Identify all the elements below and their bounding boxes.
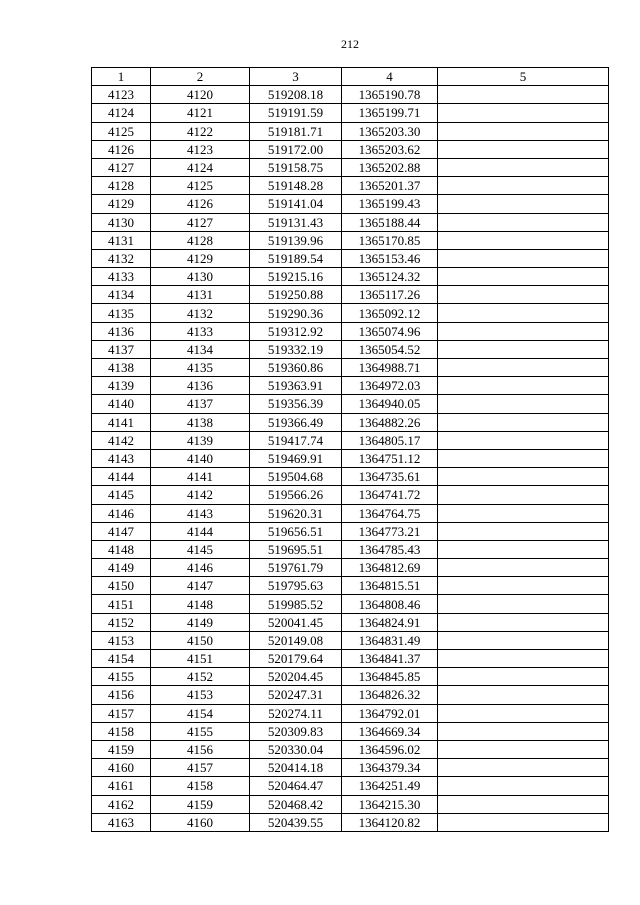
table-cell: 1365092.12 [342, 304, 438, 322]
table-cell: 1364379.34 [342, 759, 438, 777]
table-cell [438, 813, 609, 831]
table-cell: 519158.75 [250, 158, 342, 176]
table-cell: 1364764.75 [342, 504, 438, 522]
table-row [92, 813, 609, 831]
table-cell: 4138 [92, 359, 151, 377]
table-cell: 4146 [92, 504, 151, 522]
table-cell: 1365203.30 [342, 122, 438, 140]
table-cell: 4133 [92, 268, 151, 286]
table-cell: 4144 [92, 468, 151, 486]
table-row [92, 486, 609, 504]
table-cell: 1364792.01 [342, 704, 438, 722]
table-cell: 1364741.72 [342, 486, 438, 504]
table-cell: 4154 [92, 650, 151, 668]
table-cell [438, 650, 609, 668]
table-cell: 1364251.49 [342, 777, 438, 795]
table-cell: 520149.08 [250, 631, 342, 649]
table-cell: 4134 [92, 286, 151, 304]
table-cell: 4162 [92, 795, 151, 813]
table-cell [438, 413, 609, 431]
table-cell [438, 595, 609, 613]
table-row [92, 286, 609, 304]
table-cell: 1365201.37 [342, 177, 438, 195]
table-cell: 4156 [151, 740, 250, 758]
table-row [92, 231, 609, 249]
table-cell: 4123 [92, 86, 151, 104]
table-cell: 4155 [151, 722, 250, 740]
table-cell: 4158 [151, 777, 250, 795]
table-cell: 4151 [92, 595, 151, 613]
table-row [92, 304, 609, 322]
table-cell: 4148 [92, 540, 151, 558]
table-cell: 4157 [151, 759, 250, 777]
table-cell: 4138 [151, 413, 250, 431]
table-row [92, 377, 609, 395]
table-cell: 4157 [92, 704, 151, 722]
table-row [92, 559, 609, 577]
table-cell: 519290.36 [250, 304, 342, 322]
table-cell: 519139.96 [250, 231, 342, 249]
table-row [92, 740, 609, 758]
table-cell: 4142 [151, 486, 250, 504]
table-cell: 519191.59 [250, 104, 342, 122]
table-row [92, 686, 609, 704]
table-cell: 1364826.32 [342, 686, 438, 704]
table-row [92, 595, 609, 613]
table-cell [438, 522, 609, 540]
table-cell: 1365074.96 [342, 322, 438, 340]
table-cell: 520439.55 [250, 813, 342, 831]
table-cell: 4141 [151, 468, 250, 486]
table-row [92, 631, 609, 649]
table-row [92, 522, 609, 540]
table-cell: 1364988.71 [342, 359, 438, 377]
table-cell: 4149 [151, 613, 250, 631]
table-cell: 4126 [151, 195, 250, 213]
column-header: 2 [151, 68, 250, 86]
table-cell: 1365202.88 [342, 158, 438, 176]
table-cell: 4144 [151, 522, 250, 540]
table-cell [438, 431, 609, 449]
table-cell: 4147 [151, 577, 250, 595]
table-row [92, 777, 609, 795]
table-cell: 1365124.32 [342, 268, 438, 286]
table-cell: 4135 [92, 304, 151, 322]
table-cell: 520464.47 [250, 777, 342, 795]
table-cell [438, 668, 609, 686]
table-cell: 519363.91 [250, 377, 342, 395]
table-cell [438, 468, 609, 486]
table-row [92, 504, 609, 522]
table-cell: 519795.63 [250, 577, 342, 595]
table-cell: 519504.68 [250, 468, 342, 486]
table-cell: 519250.88 [250, 286, 342, 304]
table-cell: 4136 [92, 322, 151, 340]
table-row [92, 540, 609, 558]
table-cell [438, 795, 609, 813]
table-cell: 519366.49 [250, 413, 342, 431]
table-cell: 4149 [92, 559, 151, 577]
table-cell [438, 759, 609, 777]
table-row [92, 340, 609, 358]
table-cell: 1364669.34 [342, 722, 438, 740]
table-cell: 520309.83 [250, 722, 342, 740]
table-cell: 1364972.03 [342, 377, 438, 395]
table-cell: 1365153.46 [342, 249, 438, 267]
table-cell: 4139 [151, 431, 250, 449]
table-cell [438, 504, 609, 522]
table-row [92, 577, 609, 595]
table-cell: 4147 [92, 522, 151, 540]
table-cell: 519181.71 [250, 122, 342, 140]
table-cell [438, 486, 609, 504]
table-cell: 4156 [92, 686, 151, 704]
table-cell: 4131 [92, 231, 151, 249]
table-cell [438, 177, 609, 195]
table-cell [438, 86, 609, 104]
table-row [92, 759, 609, 777]
table-cell: 4143 [92, 449, 151, 467]
table-cell: 4132 [151, 304, 250, 322]
table-cell: 4160 [151, 813, 250, 831]
table-cell: 1365199.71 [342, 104, 438, 122]
table-cell: 4152 [92, 613, 151, 631]
table-row [92, 140, 609, 158]
table-cell: 4142 [92, 431, 151, 449]
table-cell: 520330.04 [250, 740, 342, 758]
table-row [92, 395, 609, 413]
table-cell: 1365188.44 [342, 213, 438, 231]
table-cell: 4148 [151, 595, 250, 613]
table-cell: 1365190.78 [342, 86, 438, 104]
table-cell: 1364120.82 [342, 813, 438, 831]
table-cell [438, 613, 609, 631]
table-cell: 4150 [92, 577, 151, 595]
table-cell: 1364596.02 [342, 740, 438, 758]
table-cell: 4134 [151, 340, 250, 358]
table-cell: 4128 [92, 177, 151, 195]
table-cell: 4136 [151, 377, 250, 395]
table-row [92, 650, 609, 668]
table-cell: 4129 [151, 249, 250, 267]
table-cell: 4155 [92, 668, 151, 686]
table-cell [438, 449, 609, 467]
table-cell: 4130 [92, 213, 151, 231]
table-cell [438, 268, 609, 286]
table-cell [438, 540, 609, 558]
table-cell: 4153 [151, 686, 250, 704]
table-cell [438, 195, 609, 213]
table-row [92, 104, 609, 122]
table-cell [438, 231, 609, 249]
table-row [92, 249, 609, 267]
table-cell: 519656.51 [250, 522, 342, 540]
table-cell: 1364812.69 [342, 559, 438, 577]
table-row [92, 195, 609, 213]
table-cell [438, 631, 609, 649]
table-cell: 1364773.21 [342, 522, 438, 540]
table-cell: 1364831.49 [342, 631, 438, 649]
coordinates-table [91, 67, 609, 832]
table-cell: 4121 [151, 104, 250, 122]
table-cell: 4131 [151, 286, 250, 304]
table-row [92, 268, 609, 286]
table-cell: 4130 [151, 268, 250, 286]
table-cell: 519566.26 [250, 486, 342, 504]
table-cell [438, 249, 609, 267]
table-cell: 4158 [92, 722, 151, 740]
table-cell [438, 686, 609, 704]
table-cell: 519985.52 [250, 595, 342, 613]
table-cell: 520274.11 [250, 704, 342, 722]
table-row [92, 122, 609, 140]
table-row [92, 431, 609, 449]
table-cell: 520468.42 [250, 795, 342, 813]
table-row [92, 668, 609, 686]
table-cell: 1364815.51 [342, 577, 438, 595]
table-cell: 4135 [151, 359, 250, 377]
table-cell: 1364785.43 [342, 540, 438, 558]
table-cell: 1364882.26 [342, 413, 438, 431]
table-cell: 519761.79 [250, 559, 342, 577]
table-cell: 4133 [151, 322, 250, 340]
table-cell: 520204.45 [250, 668, 342, 686]
table-row [92, 213, 609, 231]
table-cell: 520179.64 [250, 650, 342, 668]
table-cell: 519208.18 [250, 86, 342, 104]
table-cell [438, 740, 609, 758]
table-cell: 4123 [151, 140, 250, 158]
table-row [92, 413, 609, 431]
table-cell [438, 213, 609, 231]
table-cell: 4152 [151, 668, 250, 686]
table-cell: 4140 [151, 449, 250, 467]
table-cell [438, 395, 609, 413]
table-cell: 4122 [151, 122, 250, 140]
table-cell: 4153 [92, 631, 151, 649]
table-cell: 519356.39 [250, 395, 342, 413]
table-cell: 4151 [151, 650, 250, 668]
table-cell [438, 722, 609, 740]
table-row [92, 704, 609, 722]
table-cell: 4120 [151, 86, 250, 104]
column-header: 4 [342, 68, 438, 86]
column-header: 5 [438, 68, 609, 86]
table-cell: 4159 [151, 795, 250, 813]
table-cell: 519695.51 [250, 540, 342, 558]
table-cell [438, 158, 609, 176]
table-cell: 519148.28 [250, 177, 342, 195]
table-row [92, 158, 609, 176]
table-row [92, 722, 609, 740]
table-cell: 1364735.61 [342, 468, 438, 486]
table-cell: 4163 [92, 813, 151, 831]
table-cell: 4128 [151, 231, 250, 249]
table-cell: 1365054.52 [342, 340, 438, 358]
table-cell [438, 359, 609, 377]
table-cell [438, 122, 609, 140]
table-cell: 4150 [151, 631, 250, 649]
table-cell [438, 104, 609, 122]
table-cell: 519189.54 [250, 249, 342, 267]
table-cell: 1364824.91 [342, 613, 438, 631]
table-cell: 4126 [92, 140, 151, 158]
table-cell: 520414.18 [250, 759, 342, 777]
table-cell [438, 322, 609, 340]
table-cell: 1364751.12 [342, 449, 438, 467]
table-cell [438, 559, 609, 577]
table-cell: 4127 [151, 213, 250, 231]
table-cell: 4124 [151, 158, 250, 176]
table-row [92, 449, 609, 467]
table-cell: 519131.43 [250, 213, 342, 231]
table-cell: 4145 [92, 486, 151, 504]
table-cell: 4137 [92, 340, 151, 358]
table-cell: 4132 [92, 249, 151, 267]
table-cell: 519141.04 [250, 195, 342, 213]
table-cell: 4143 [151, 504, 250, 522]
table-cell: 1364215.30 [342, 795, 438, 813]
table-cell: 4125 [151, 177, 250, 195]
table-cell: 1364940.05 [342, 395, 438, 413]
table-row [92, 322, 609, 340]
table-cell: 4129 [92, 195, 151, 213]
table-cell: 4160 [92, 759, 151, 777]
page-number: 212 [341, 37, 359, 51]
table-cell: 4127 [92, 158, 151, 176]
table-cell [438, 340, 609, 358]
table-cell: 1365199.43 [342, 195, 438, 213]
table-cell: 4140 [92, 395, 151, 413]
table-cell [438, 304, 609, 322]
table-cell: 1365203.62 [342, 140, 438, 158]
table-cell [438, 777, 609, 795]
table-cell: 1365170.85 [342, 231, 438, 249]
table-cell: 520247.31 [250, 686, 342, 704]
table-cell: 4141 [92, 413, 151, 431]
table-body [92, 86, 609, 832]
table-cell [438, 704, 609, 722]
table-cell: 519312.92 [250, 322, 342, 340]
table-row [92, 359, 609, 377]
table-cell: 4124 [92, 104, 151, 122]
table-cell: 1364841.37 [342, 650, 438, 668]
table-row [92, 468, 609, 486]
table-cell: 1365117.26 [342, 286, 438, 304]
table-cell: 519215.16 [250, 268, 342, 286]
table-cell: 4145 [151, 540, 250, 558]
table-cell: 4159 [92, 740, 151, 758]
table-cell: 4139 [92, 377, 151, 395]
table-cell: 519469.91 [250, 449, 342, 467]
table-cell: 1364845.85 [342, 668, 438, 686]
table-cell [438, 577, 609, 595]
table-cell: 1364808.46 [342, 595, 438, 613]
table-cell: 4125 [92, 122, 151, 140]
table-row [92, 795, 609, 813]
table-cell [438, 140, 609, 158]
table-cell: 4161 [92, 777, 151, 795]
column-header: 1 [92, 68, 151, 86]
table-cell: 520041.45 [250, 613, 342, 631]
table-cell: 1364805.17 [342, 431, 438, 449]
table-row [92, 177, 609, 195]
table-cell: 519360.86 [250, 359, 342, 377]
table-cell: 519417.74 [250, 431, 342, 449]
table-cell: 4154 [151, 704, 250, 722]
table-cell [438, 286, 609, 304]
table-row [92, 86, 609, 104]
column-header: 3 [250, 68, 342, 86]
table-cell [438, 377, 609, 395]
table-header-row [92, 68, 609, 86]
table-cell: 519332.19 [250, 340, 342, 358]
table-cell: 4146 [151, 559, 250, 577]
table-cell: 4137 [151, 395, 250, 413]
table-cell: 519620.31 [250, 504, 342, 522]
table-cell: 519172.00 [250, 140, 342, 158]
table-row [92, 613, 609, 631]
